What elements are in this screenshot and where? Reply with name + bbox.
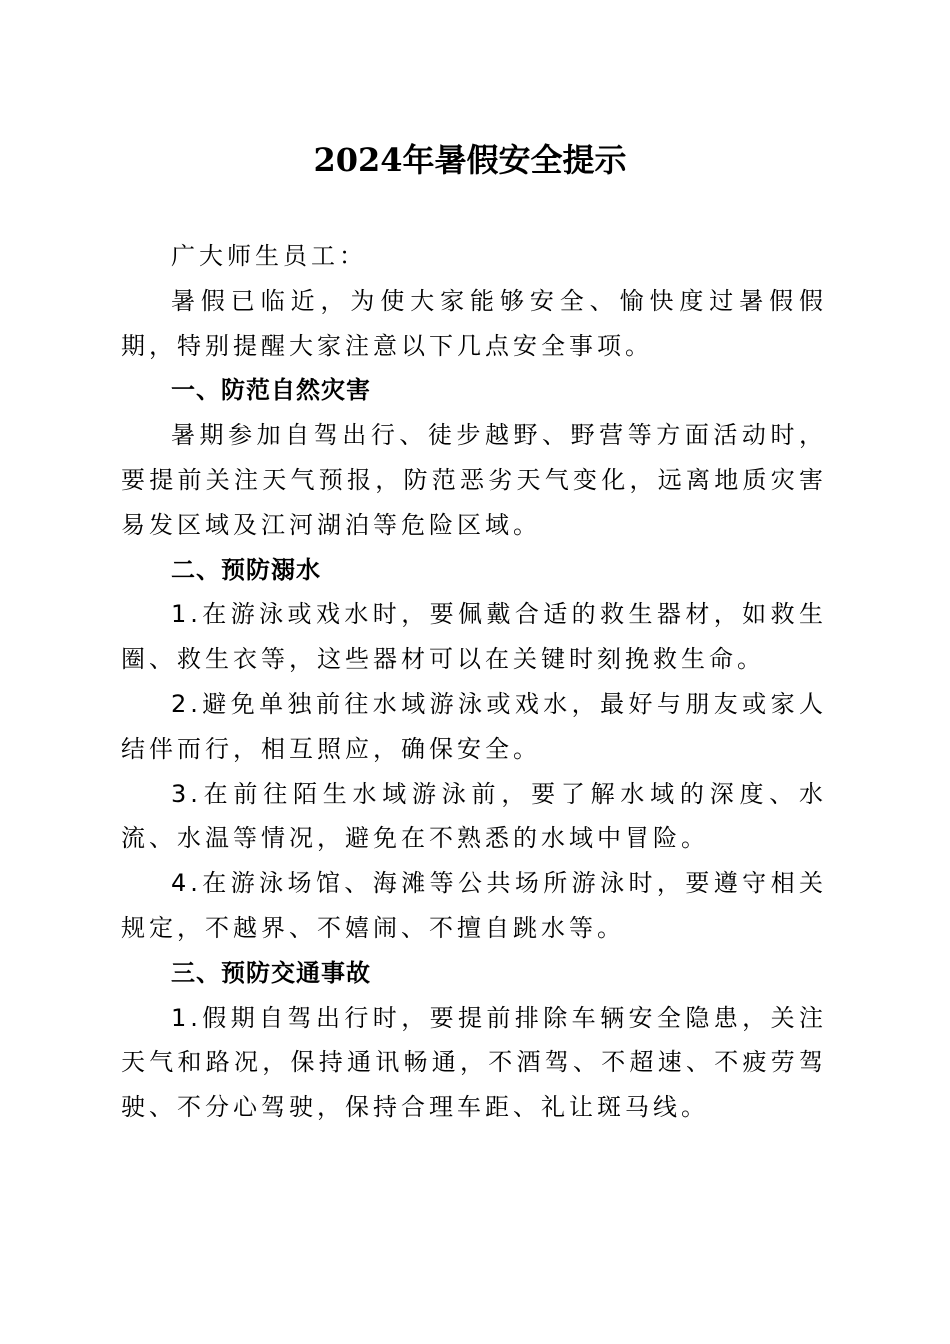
document-body [121,234,827,1130]
paragraph: 3.在前往陌生水域游泳前，要了解水域的深度、水流、水温等情况，避免在不熟悉的水域中冒险。 [121,779,827,853]
paragraph: 1.在游泳或戏水时，要佩戴合适的救生器材，如救生圈、救生衣等，这些器材可以在关键时刻挽救生命。 [121,600,827,674]
section-heading-drowning: 二、预防溺水 [171,555,321,584]
paragraph: 2.避免单独前往水域游泳或戏水，最好与朋友或家人结伴而行，相互照应，确保安全。 [121,689,827,763]
paragraph: 暑期参加自驾出行、徒步越野、野营等方面活动时，要提前关注天气预报，防范恶劣天气变化，远离地质灾害易发区域及江河湖泊等危险区域。 [121,421,827,539]
document-title: 2024年暑假安全提示 [313,141,627,179]
section-heading-traffic: 三、预防交通事故 [171,958,371,987]
section-heading-natural-disasters: 一、防范自然灾害 [171,376,371,405]
salutation: 广大师生员工： [171,242,367,270]
paragraph: 1.假期自驾出行时，要提前排除车辆安全隐患，关注天气和路况，保持通讯畅通，不酒驾、不超速、不疲劳驾驶、不分心驾驶，保持合理车距、礼让斑马线。 [121,1003,827,1122]
paragraph: 4.在游泳场馆、海滩等公共场所游泳时，要遵守相关规定，不越界、不嬉闹、不擅自跳水等。 [121,869,827,942]
intro-paragraph: 暑假已临近，为使大家能够安全、愉快度过暑假假期，特别提醒大家注意以下几点安全事项。 [121,286,827,360]
